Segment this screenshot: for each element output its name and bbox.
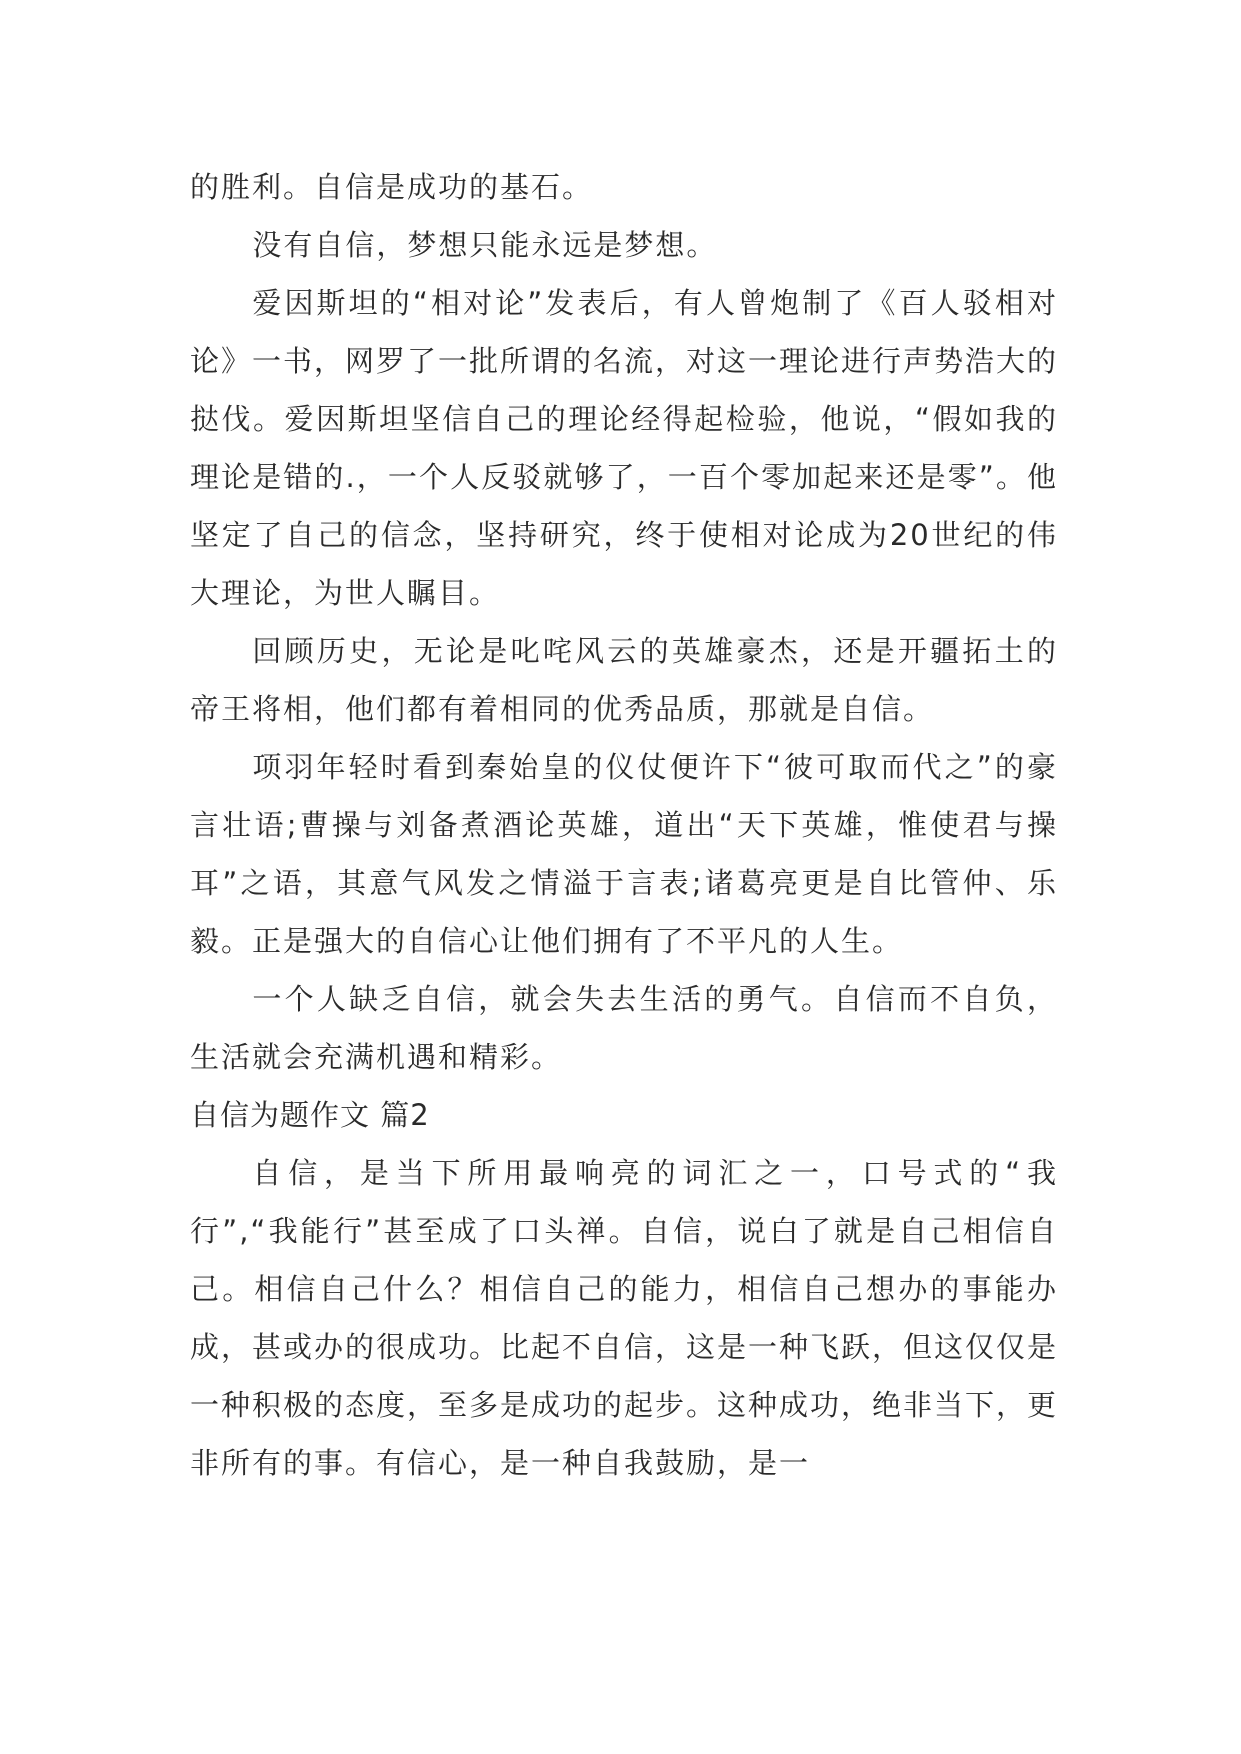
paragraph: 一个人缺乏自信，就会失去生活的勇气。自信而不自负，生活就会充满机遇和精彩。 bbox=[190, 982, 1058, 1074]
paragraph: 自信，是当下所用最响亮的词汇之一，口号式的“我行”,“我能行”甚至成了口头禅。自信，说白了就是自己相信自己。相信自己什么？相信自己的能力，相信自己想办的事能办成，甚或办的很成功。比起不自信，这是一种飞跃，但这仅仅是一种积极的态度，至多是成功的起步。这种成功，绝非当下，更非所有的事。有信心，是一种自我鼓励，是一 bbox=[190, 1156, 1059, 1480]
paragraph: 回顾历史，无论是叱咤风云的英雄豪杰，还是开疆拓土的帝王将相，他们都有着相同的优秀品质，那就是自信。 bbox=[190, 634, 1058, 726]
section-heading: 自信为题作文 篇2 bbox=[190, 1098, 430, 1132]
paragraph: 项羽年轻时看到秦始皇的仪仗便许下“彼可取而代之”的豪言壮语;曹操与刘备煮酒论英雄，道出“天下英雄，惟使君与操耳”之语，其意气风发之情溢于言表;诸葛亮更是自比管仲、乐毅。正是强大的自信心让他们拥有了不平凡的人生。 bbox=[190, 750, 1058, 958]
paragraph-continuation: 的胜利。自信是成功的基石。 bbox=[190, 170, 594, 204]
document-body bbox=[190, 158, 1058, 1492]
paragraph: 没有自信，梦想只能永远是梦想。 bbox=[252, 228, 718, 262]
paragraph: 爱因斯坦的“相对论”发表后，有人曾炮制了《百人驳相对论》一书，网罗了一批所谓的名流，对这一理论进行声势浩大的挞伐。爱因斯坦坚信自己的理论经得起检验，他说，“假如我的理论是错的.，一个人反驳就够了，一百个零加起来还是零”。他坚定了自己的信念，坚持研究，终于使相对论成为20世纪的伟大理论，为世人瞩目。 bbox=[190, 286, 1059, 610]
